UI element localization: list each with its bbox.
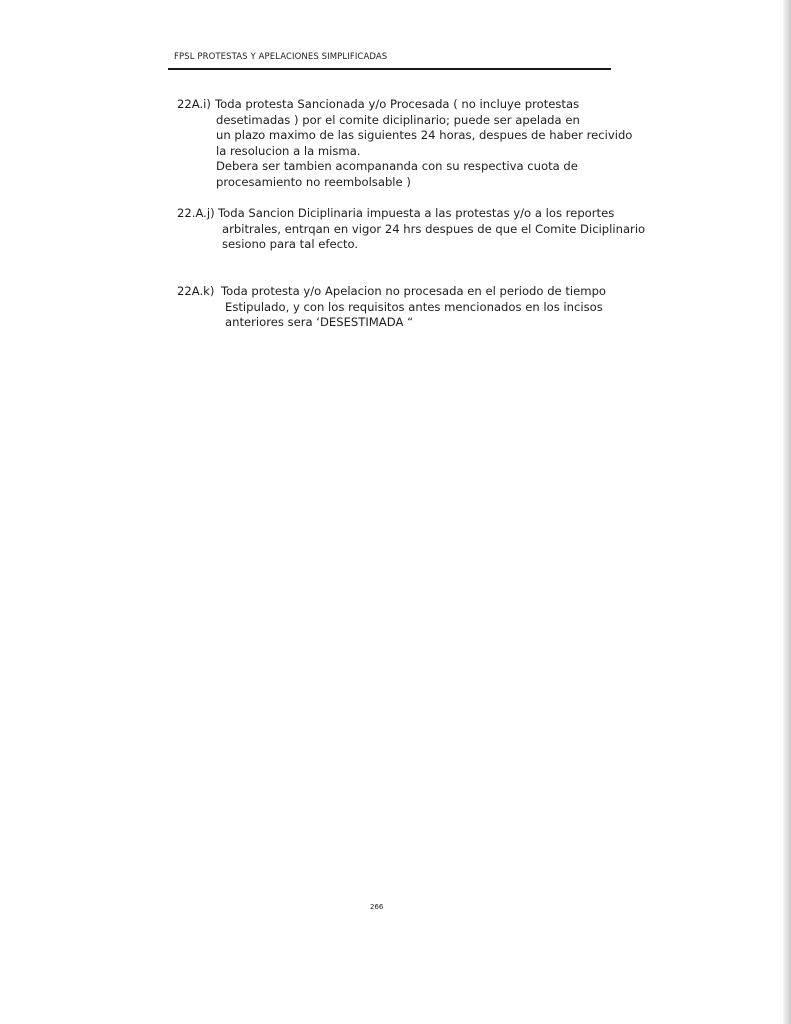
rule-item-line: Debera ser tambien acompananda con su respectiva cuota de xyxy=(216,159,578,173)
rule-item-22a-j xyxy=(177,206,646,254)
rule-item-line: sesiono para tal efecto. xyxy=(222,237,359,251)
rule-item-line: Toda protesta y/o Apelacion no procesada en el periodo de tiempo xyxy=(221,284,607,298)
document-header-title: FPSL PROTESTAS Y APELACIONES SIMPLIFICADAS xyxy=(174,52,388,62)
scan-shadow-edge xyxy=(783,0,791,1024)
rule-item-line: la resolucion a la misma. xyxy=(216,143,361,158)
rule-item-22a-i xyxy=(177,97,633,193)
rule-item-line: Toda Sancion Diciplinaria impuesta a las protestas y/o a los reportes xyxy=(218,206,615,220)
rule-item-label: 22A.i) xyxy=(177,97,211,111)
rule-item-line: anteriores sera ‘DESESTIMADA “ xyxy=(225,315,414,329)
rule-item-line: arbitrales, entrqan en vigor 24 hrs despues de que el Comite Diciplinario xyxy=(222,221,646,236)
rule-item-22a-k xyxy=(177,284,607,332)
rule-item-line: Toda protesta Sancionada y/o Procesada ( no incluye protestas xyxy=(215,97,580,111)
rule-item-line: un plazo maximo de las siguientes 24 horas, despues de haber recivido xyxy=(216,128,633,142)
rule-item-label: 22A.k) xyxy=(177,284,215,298)
rule-item-line: Estipulado, y con los requisitos antes mencionados en los incisos xyxy=(225,299,603,314)
rule-item-line: procesamiento no reembolsable ) xyxy=(216,174,411,189)
page-number: 266 xyxy=(370,903,384,911)
rule-item-line: desetimadas ) por el comite diciplinario; puede ser apelada en xyxy=(216,112,580,127)
rule-item-label: 22.A.j) xyxy=(177,206,215,220)
header-divider xyxy=(168,68,611,70)
